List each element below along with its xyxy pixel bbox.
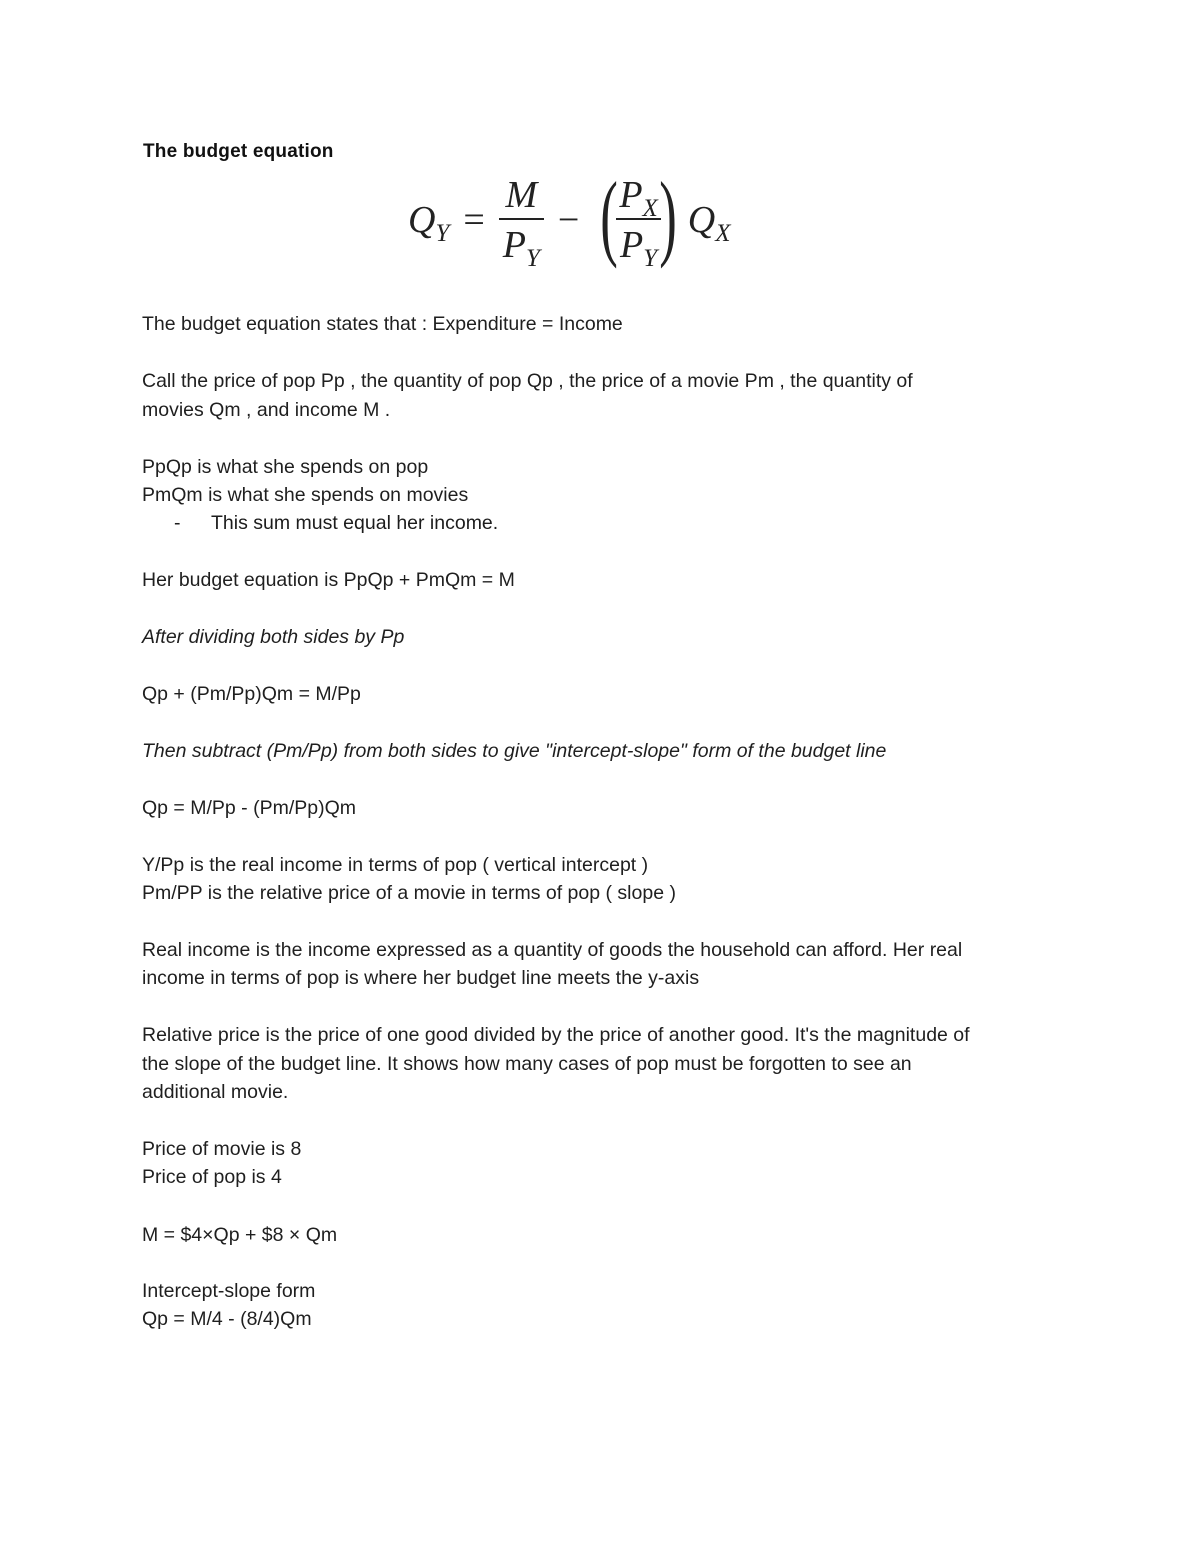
list-item: This sum must equal her income.	[211, 512, 499, 534]
text-line: movies Qm , and income M .	[142, 399, 391, 421]
text-line: Intercept-slope form	[142, 1280, 316, 1302]
text-line: Call the price of pop Pp , the quantity of pop Qp , the price of a movie Pm , the quantity of	[142, 370, 913, 392]
eq-right-paren: )	[659, 162, 677, 269]
eq-lhs: $Q_Y$	[408, 199, 450, 247]
eq-left-paren: (	[600, 162, 619, 269]
text-line: Pm/PP is the relative price of a movie in terms of pop ( slope )	[142, 882, 676, 904]
eq-fraction-income: $\frac{M}{P_Y}$	[499, 176, 544, 264]
text-line: the slope of the budget line. It shows how many cases of pop must be forgotten to see an	[142, 1053, 912, 1075]
text-line: Price of pop is 4	[142, 1166, 282, 1188]
text-line: PpQp is what she spends on pop	[142, 456, 429, 478]
text-line: Qp + (Pm/Pp)Qm = M/Pp	[142, 683, 361, 705]
text-line: Her budget equation is PpQp + PmQm = M	[142, 569, 515, 591]
text-line-italic: Then subtract (Pm/Pp) from both sides to give "intercept-slope" form of the budget line	[142, 740, 887, 762]
text-line: income in terms of pop is where her budget line meets the y-axis	[142, 967, 700, 989]
text-line: PmQm is what she spends on movies	[142, 484, 469, 506]
text-line: additional movie.	[142, 1081, 289, 1103]
eq-fraction-price-ratio: $\frac{P_X}{P_Y}$	[615, 176, 662, 264]
eq-rhs: $Q_X$	[687, 199, 731, 247]
text-line: Relative price is the price of one good divided by the price of another good. It's the magnitude of	[142, 1024, 970, 1046]
eq-minus: −	[557, 199, 580, 241]
text-line: M = $4×Qp + $8 × Qm	[142, 1224, 338, 1246]
list-bullet: -	[174, 512, 181, 534]
budget-equation-formula	[408, 162, 731, 272]
text-line: Price of movie is 8	[142, 1138, 302, 1160]
eq-equals: =	[463, 199, 485, 241]
text-line: Real income is the income expressed as a quantity of goods the household can afford. Her real	[142, 939, 963, 961]
text-line: Y/Pp is the real income in terms of pop ( vertical intercept )	[142, 854, 649, 876]
text-line: Qp = M/Pp - (Pm/Pp)Qm	[142, 797, 356, 819]
section-heading: The budget equation	[143, 141, 334, 162]
text-line: The budget equation states that : Expenditure = Income	[142, 313, 623, 335]
text-line-italic: After dividing both sides by Pp	[142, 626, 405, 648]
text-line: Qp = M/4 - (8/4)Qm	[142, 1308, 312, 1330]
